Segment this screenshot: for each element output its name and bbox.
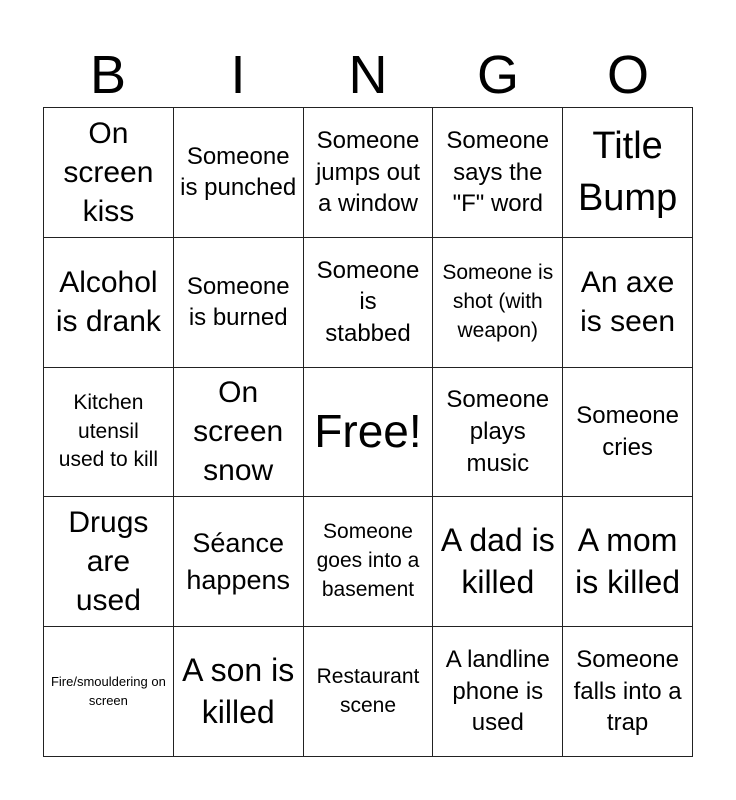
cell-text: A son is killed	[182, 652, 295, 730]
bingo-free-cell[interactable]	[304, 368, 434, 498]
cell-text: Kitchen utensil used to kill	[58, 390, 158, 472]
bingo-cell[interactable]	[304, 627, 434, 757]
cell-text: Someone is shot (with weapon)	[442, 260, 554, 342]
cell-text: On screen snow	[193, 376, 284, 488]
cell-text: A dad is killed	[440, 522, 555, 600]
bingo-cell[interactable]	[563, 238, 693, 368]
cell-text: Someone plays music	[446, 386, 550, 477]
cell-text: On screen kiss	[63, 116, 154, 228]
bingo-cell[interactable]	[433, 497, 563, 627]
bingo-cell[interactable]	[44, 368, 174, 498]
bingo-header	[43, 42, 693, 106]
cell-text: Séance happens	[186, 528, 290, 595]
cell-text: A mom is killed	[575, 522, 681, 600]
cell-text: An axe is seen	[580, 266, 676, 339]
cell-text: Alcohol is drank	[55, 266, 161, 339]
cell-text: Restaurant scene	[316, 664, 420, 717]
bingo-cell[interactable]	[563, 497, 693, 627]
cell-text: A landline phone is used	[445, 646, 550, 737]
cell-text: Someone cries	[576, 402, 679, 461]
cell-text: Someone jumps out a window	[315, 126, 421, 218]
bingo-cell[interactable]	[174, 497, 304, 627]
header-letter-o: O	[606, 45, 649, 105]
cell-text: Drugs are used	[68, 506, 149, 618]
cell-text: Fire/smouldering on screen	[50, 673, 166, 708]
cell-text: Someone says the "F" word	[446, 126, 550, 218]
bingo-cell[interactable]	[44, 627, 174, 757]
bingo-cell[interactable]	[44, 497, 174, 627]
cell-text: Someone is punched	[180, 142, 297, 202]
bingo-cell[interactable]	[563, 368, 693, 498]
bingo-cell[interactable]	[174, 368, 304, 498]
header-letter-b: B	[89, 45, 127, 105]
bingo-cell[interactable]	[304, 497, 434, 627]
cell-text: Someone is stabbed	[316, 256, 420, 348]
cell-text: Someone goes into a basement	[316, 520, 420, 602]
bingo-cell[interactable]	[433, 368, 563, 498]
bingo-cell[interactable]	[174, 627, 304, 757]
bingo-cell[interactable]	[563, 627, 693, 757]
header-letter-i: I	[230, 45, 246, 105]
bingo-cell[interactable]	[174, 108, 304, 238]
bingo-cell[interactable]	[304, 238, 434, 368]
bingo-cell[interactable]	[304, 108, 434, 238]
bingo-cell[interactable]	[44, 238, 174, 368]
cell-text: Title Bump	[577, 124, 678, 220]
free-space-text: Free!	[314, 405, 422, 458]
bingo-cell[interactable]	[563, 108, 693, 238]
bingo-cell[interactable]	[174, 238, 304, 368]
bingo-cell[interactable]	[433, 627, 563, 757]
header-letter-n: N	[348, 45, 388, 105]
header-letter-g: G	[476, 45, 519, 105]
bingo-board	[43, 107, 693, 757]
bingo-cell[interactable]	[433, 108, 563, 238]
cell-text: Someone falls into a trap	[573, 646, 682, 737]
bingo-cell[interactable]	[44, 108, 174, 238]
cell-text: Someone is burned	[186, 272, 290, 332]
bingo-cell[interactable]	[433, 238, 563, 368]
